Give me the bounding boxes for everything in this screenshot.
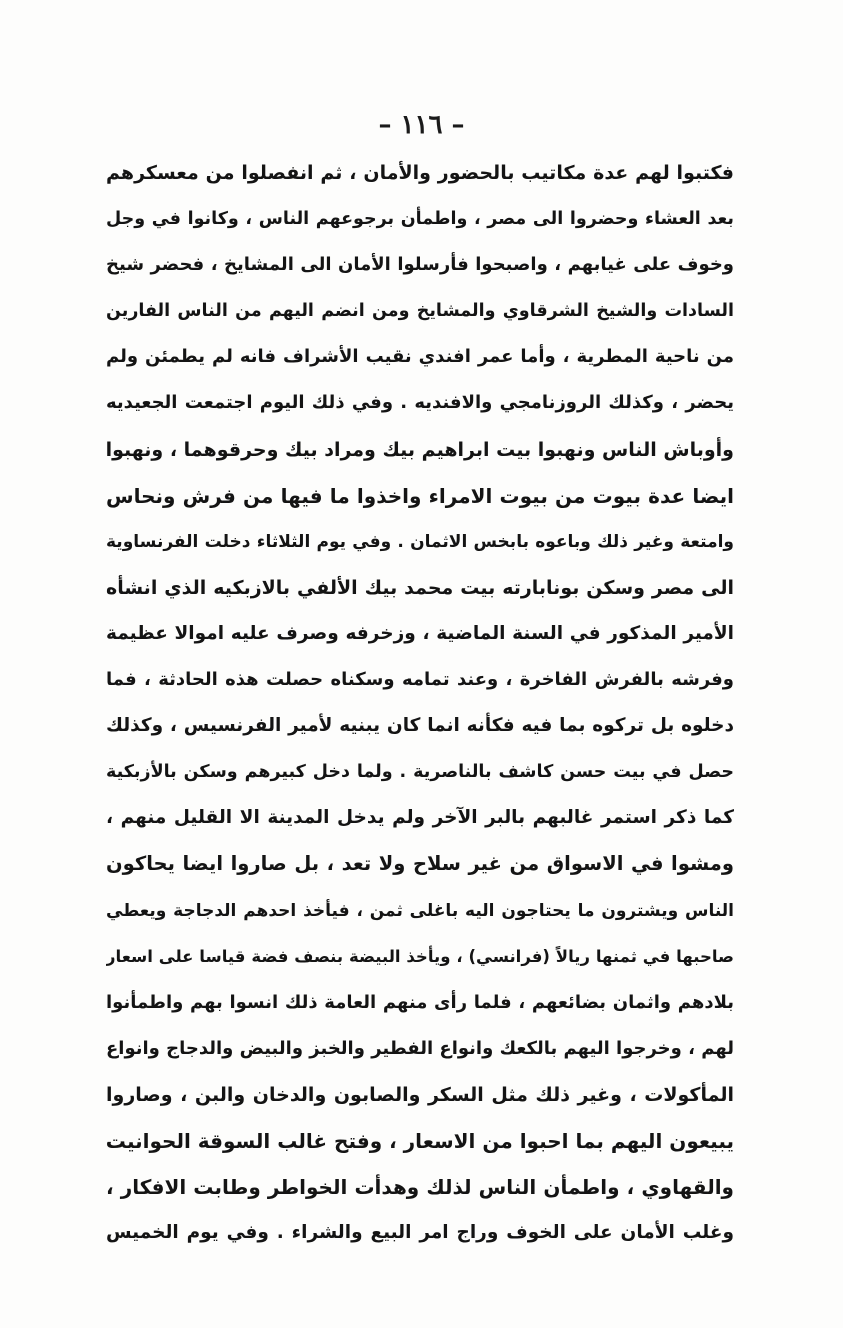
text-line: حصل في بيت حسن كاشف بالناصرية . ولما دخل كبيرهم وسكن بالأزبكية <box>106 762 734 783</box>
text-line: كما ذكر استمر غالبهم بالبر الآخر ولم يدخل المدينة الا القليل منهم ، <box>106 807 734 829</box>
text-line: صاحبها في ثمنها ريالاً (فرانسي) ، ويأخذ البيضة بنصف فضة قياسا على اسعار <box>106 946 734 966</box>
body-text <box>106 150 734 1256</box>
text-line: والقهاوي ، واطمأن الناس لذلك وهدأت الخواطر وطابت الافكار ، <box>106 1175 734 1200</box>
text-line: الأمير المذكور في السنة الماضية ، وزخرفه وصرف عليه اموالا عظيمة <box>106 622 734 644</box>
text-line: بلادهم واثمان بضائعهم ، فلما رأى منهم العامة ذلك انسوا بهم واطمأنوا <box>106 991 734 1013</box>
text-line: الى مصر وسكن بونابارته بيت محمد بيك الألفي بالازبكيه الذي انشأه <box>106 576 734 599</box>
text-line: ومشوا في الاسواق من غير سلاح ولا تعد ، بل صاروا ايضا يحاكون <box>106 852 734 876</box>
text-line: لهم ، وخرجوا اليهم بالكعك وانواع الفطير والخبز والبيض والدجاج وانواع <box>106 1037 734 1059</box>
text-line: الناس ويشترون ما يحتاجون اليه باغلى ثمن ، فيأخذ احدهم الدجاجة ويعطي <box>106 900 734 921</box>
text-line: المأكولات ، وغير ذلك مثل السكر والصابون والدخان والبن ، وصاروا <box>106 1083 734 1106</box>
text-line: وخوف على غيابهم ، واصبحوا فأرسلوا الأمان الى المشايخ ، فحضر شيخ <box>106 254 734 276</box>
text-line: السادات والشيخ الشرقاوي والمشايخ ومن انضم اليهم من الناس الفارين <box>106 301 734 322</box>
text-line: ايضا عدة بيوت من بيوت الامراء واخذوا ما فيها من فرش ونحاس <box>106 483 734 508</box>
text-line: فكتبوا لهم عدة مكاتيب بالحضور والأمان ، ثم انفصلوا من معسكرهم <box>106 162 734 184</box>
text-line: وفرشه بالفرش الفاخرة ، وعند تمامه وسكناه حصلت هذه الحادثة ، فما <box>106 669 734 691</box>
text-line: يحضر ، وكذلك الروزنامجي والافنديه . وفي ذلك اليوم اجتمعت الجعيديه <box>106 392 734 414</box>
text-line: دخلوه بل تركوه بما فيه فكأنه انما كان يبنيه لأمير الفرنسيس ، وكذلك <box>106 715 734 737</box>
text-line: من ناحية المطرية ، وأما عمر افندي نقيب الأشراف فانه لم يطمئن ولم <box>106 346 734 368</box>
text-line: يبيعون اليهم بما احبوا من الاسعار ، وفتح غالب السوقة الحوانيت <box>106 1128 734 1153</box>
text-line: وأوباش الناس ونهبوا بيت ابراهيم بيك ومراد بيك وحرقوهما ، ونهبوا <box>106 438 734 461</box>
text-line: بعد العشاء وحضروا الى مصر ، واطمأن برجوعهم الناس ، وكانوا في وجل <box>106 209 734 230</box>
text-line: وامتعة وغير ذلك وباعوه بابخس الاثمان . وفي يوم الثلاثاء دخلت الفرنساوية <box>106 531 734 552</box>
text-line: وغلب الأمان على الخوف وراج امر البيع والشراء . وفي يوم الخميس <box>106 1222 734 1244</box>
page-number: – ١١٦ – <box>378 110 465 140</box>
